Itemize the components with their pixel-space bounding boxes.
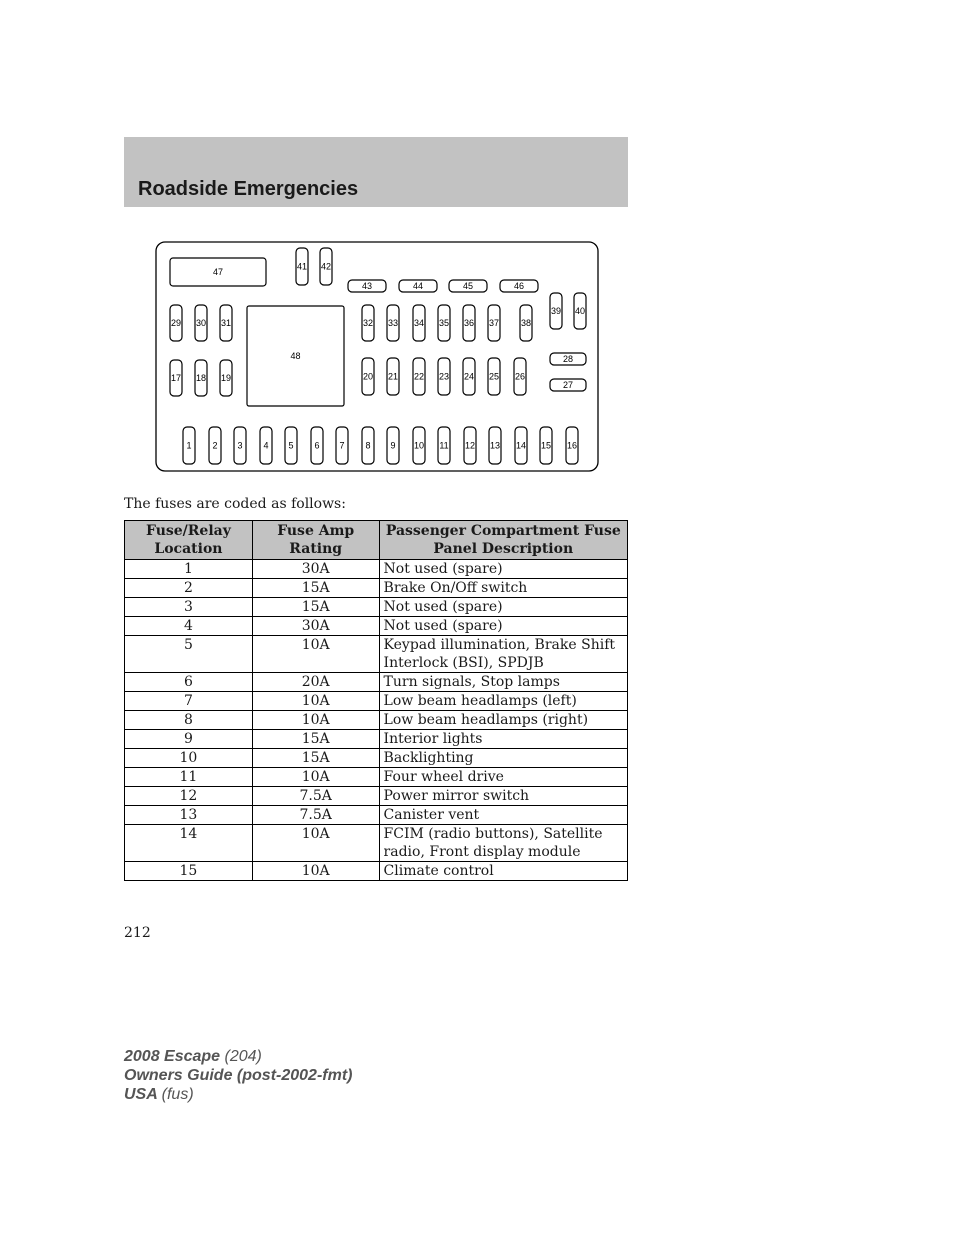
fuse-40-label: 40 xyxy=(574,306,586,316)
fuse-28 xyxy=(550,353,586,365)
fuse-26-label: 26 xyxy=(514,371,526,382)
header-location: Fuse/Relay Location xyxy=(125,521,253,560)
fuse-46 xyxy=(500,280,538,292)
fuse-table xyxy=(124,520,628,881)
fuse-37 xyxy=(488,305,500,341)
fuse-6-label: 6 xyxy=(314,440,320,451)
fuse-35 xyxy=(438,305,450,341)
table-row xyxy=(125,862,628,881)
fuse-24-label: 24 xyxy=(463,371,475,382)
fuse-47-label: 47 xyxy=(212,267,224,277)
fuse-13-label: 13 xyxy=(489,440,501,451)
cell-amp-rating: 15A xyxy=(252,579,379,598)
table-row xyxy=(125,749,628,768)
table-row xyxy=(125,617,628,636)
table-row xyxy=(125,787,628,806)
cell-description: Low beam headlamps (right) xyxy=(379,711,627,730)
fuse-22 xyxy=(413,358,425,395)
fuse-40 xyxy=(574,293,586,329)
fuse-3 xyxy=(234,427,246,464)
fuse-45 xyxy=(449,280,487,292)
fuse-18-label: 18 xyxy=(195,373,207,383)
fuse-38-label: 38 xyxy=(520,318,532,328)
table-row xyxy=(125,692,628,711)
footer-line-2: Owners Guide (post-2002-fmt) xyxy=(124,1067,353,1084)
footer-line-3 xyxy=(124,1085,352,1104)
fuse-8-label: 8 xyxy=(365,440,371,451)
fuse-42-label: 42 xyxy=(320,261,332,272)
footer-model: 2008 Escape xyxy=(124,1048,221,1065)
fuse-17 xyxy=(170,360,182,396)
cell-description: Not used (spare) xyxy=(379,560,627,579)
document-footer xyxy=(124,1047,352,1104)
fuse-12-label: 12 xyxy=(464,440,476,451)
page-number: 212 xyxy=(124,925,151,941)
cell-location: 3 xyxy=(125,598,253,617)
table-row xyxy=(125,673,628,692)
cell-description: Canister vent xyxy=(379,806,627,825)
table-row xyxy=(125,711,628,730)
relay-48-label: 48 xyxy=(290,351,301,361)
fuse-8 xyxy=(362,427,374,464)
table-row xyxy=(125,806,628,825)
footer-model-code: (204) xyxy=(224,1048,262,1065)
fuse-36 xyxy=(463,305,475,341)
cell-location: 1 xyxy=(125,560,253,579)
cell-amp-rating: 10A xyxy=(252,711,379,730)
fuse-31 xyxy=(220,305,232,341)
fuse-25-label: 25 xyxy=(488,371,500,382)
fuse-panel-diagram xyxy=(154,240,600,474)
fuse-6 xyxy=(311,427,323,464)
fuse-17-label: 17 xyxy=(170,373,182,383)
fuse-15 xyxy=(540,427,552,464)
cell-description: Interior lights xyxy=(379,730,627,749)
fuse-29-label: 29 xyxy=(170,318,182,328)
cell-description: Not used (spare) xyxy=(379,598,627,617)
fuse-37-label: 37 xyxy=(488,318,500,328)
fuse-39 xyxy=(550,293,562,329)
cell-description: FCIM (radio buttons), Satellite radio, Front display module xyxy=(379,825,627,862)
fuse-41 xyxy=(296,248,308,285)
fuse-44 xyxy=(399,280,437,292)
cell-description: Power mirror switch xyxy=(379,787,627,806)
fuse-1 xyxy=(183,427,195,464)
cell-location: 15 xyxy=(125,862,253,881)
table-row xyxy=(125,768,628,787)
cell-description: Turn signals, Stop lamps xyxy=(379,673,627,692)
cell-location: 8 xyxy=(125,711,253,730)
cell-amp-rating: 7.5A xyxy=(252,787,379,806)
table-row xyxy=(125,636,628,673)
fuse-18 xyxy=(195,360,207,396)
fuse-19 xyxy=(220,360,232,396)
cell-amp-rating: 10A xyxy=(252,825,379,862)
relay-48 xyxy=(247,306,344,406)
cell-location: 5 xyxy=(125,636,253,673)
fuse-34 xyxy=(413,305,425,341)
fuse-21 xyxy=(387,358,399,395)
cell-amp-rating: 10A xyxy=(252,768,379,787)
fuse-33 xyxy=(387,305,399,341)
cell-description: Climate control xyxy=(379,862,627,881)
cell-description: Brake On/Off switch xyxy=(379,579,627,598)
fuse-3-label: 3 xyxy=(237,440,243,451)
fuse-24 xyxy=(463,358,475,395)
fuse-27-label: 27 xyxy=(562,380,574,390)
fuse-16-label: 16 xyxy=(566,440,578,451)
fuse-22-label: 22 xyxy=(413,371,425,382)
fuse-4 xyxy=(260,427,272,464)
cell-location: 9 xyxy=(125,730,253,749)
cell-location: 12 xyxy=(125,787,253,806)
cell-amp-rating: 10A xyxy=(252,862,379,881)
fuse-12 xyxy=(464,427,476,464)
fuse-11 xyxy=(438,427,450,464)
cell-amp-rating: 20A xyxy=(252,673,379,692)
cell-location: 6 xyxy=(125,673,253,692)
cell-location: 4 xyxy=(125,617,253,636)
table-row xyxy=(125,579,628,598)
fuse-35-label: 35 xyxy=(438,318,450,328)
fuse-20-label: 20 xyxy=(362,371,374,382)
fuse-15-label: 15 xyxy=(540,440,552,451)
cell-location: 2 xyxy=(125,579,253,598)
fuse-45-label: 45 xyxy=(462,281,474,291)
fuse-1-label: 1 xyxy=(186,440,192,451)
fuse-20 xyxy=(362,358,374,395)
table-row xyxy=(125,598,628,617)
fuse-41-label: 41 xyxy=(296,261,308,272)
fuse-7-label: 7 xyxy=(339,440,345,451)
cell-amp-rating: 10A xyxy=(252,692,379,711)
table-row xyxy=(125,730,628,749)
fuse-14-label: 14 xyxy=(515,440,527,451)
fuse-11-label: 11 xyxy=(439,440,449,451)
fuse-47 xyxy=(170,258,266,286)
fuse-9-label: 9 xyxy=(390,440,396,451)
footer-line-1 xyxy=(124,1047,352,1066)
fuse-46-label: 46 xyxy=(513,281,525,291)
table-header-row xyxy=(125,521,628,560)
fuse-10-label: 10 xyxy=(413,440,425,451)
cell-amp-rating: 10A xyxy=(252,636,379,673)
footer-market-code: (fus) xyxy=(161,1086,194,1103)
cell-amp-rating: 15A xyxy=(252,749,379,768)
cell-location: 11 xyxy=(125,768,253,787)
fuse-34-label: 34 xyxy=(413,318,425,328)
fuse-36-label: 36 xyxy=(463,318,475,328)
table-row xyxy=(125,825,628,862)
fuse-19-label: 19 xyxy=(220,373,232,383)
fuse-38 xyxy=(520,305,532,341)
fuse-27 xyxy=(550,379,586,391)
cell-description: Four wheel drive xyxy=(379,768,627,787)
fuse-32 xyxy=(362,305,374,341)
cell-amp-rating: 30A xyxy=(252,560,379,579)
cell-amp-rating: 7.5A xyxy=(252,806,379,825)
fuse-25 xyxy=(488,358,500,395)
header-amp-rating: Fuse Amp Rating xyxy=(252,521,379,560)
fuse-29 xyxy=(170,305,182,341)
section-title: Roadside Emergencies xyxy=(138,178,359,200)
fuse-44-label: 44 xyxy=(412,281,424,291)
fuse-28-label: 28 xyxy=(562,354,574,364)
cell-description: Low beam headlamps (left) xyxy=(379,692,627,711)
fuse-32-label: 32 xyxy=(362,318,374,328)
cell-amp-rating: 15A xyxy=(252,598,379,617)
fuse-23 xyxy=(438,358,450,395)
footer-market: USA xyxy=(124,1086,158,1103)
fuse-9 xyxy=(387,427,399,464)
cell-description: Backlighting xyxy=(379,749,627,768)
fuse-26 xyxy=(514,358,526,395)
fuse-5-label: 5 xyxy=(288,440,294,451)
cell-location: 10 xyxy=(125,749,253,768)
fuse-7 xyxy=(336,427,348,464)
fuse-13 xyxy=(489,427,501,464)
cell-description: Not used (spare) xyxy=(379,617,627,636)
fuse-5 xyxy=(285,427,297,464)
table-row xyxy=(125,560,628,579)
fuse-23-label: 23 xyxy=(438,371,450,382)
fuse-43-label: 43 xyxy=(361,281,373,291)
header-description: Passenger Compartment Fuse Panel Description xyxy=(379,521,627,560)
cell-amp-rating: 15A xyxy=(252,730,379,749)
fuse-16 xyxy=(566,427,578,464)
fuse-30-label: 30 xyxy=(195,318,207,328)
fuse-10 xyxy=(413,427,425,464)
fuse-42 xyxy=(320,248,332,285)
cell-location: 7 xyxy=(125,692,253,711)
section-header xyxy=(124,137,628,207)
cell-description: Keypad illumination, Brake Shift Interlock (BSI), SPDJB xyxy=(379,636,627,673)
fuse-31-label: 31 xyxy=(220,318,232,328)
fuse-43 xyxy=(348,280,386,292)
fuse-14 xyxy=(515,427,527,464)
fuse-21-label: 21 xyxy=(387,371,399,382)
fuse-33-label: 33 xyxy=(387,318,399,328)
cell-location: 14 xyxy=(125,825,253,862)
fuse-2-label: 2 xyxy=(212,440,218,451)
fuse-39-label: 39 xyxy=(550,306,562,316)
cell-location: 13 xyxy=(125,806,253,825)
fuse-4-label: 4 xyxy=(263,440,269,451)
intro-text: The fuses are coded as follows: xyxy=(124,496,346,512)
cell-amp-rating: 30A xyxy=(252,617,379,636)
fuse-2 xyxy=(209,427,221,464)
fuse-30 xyxy=(195,305,207,341)
